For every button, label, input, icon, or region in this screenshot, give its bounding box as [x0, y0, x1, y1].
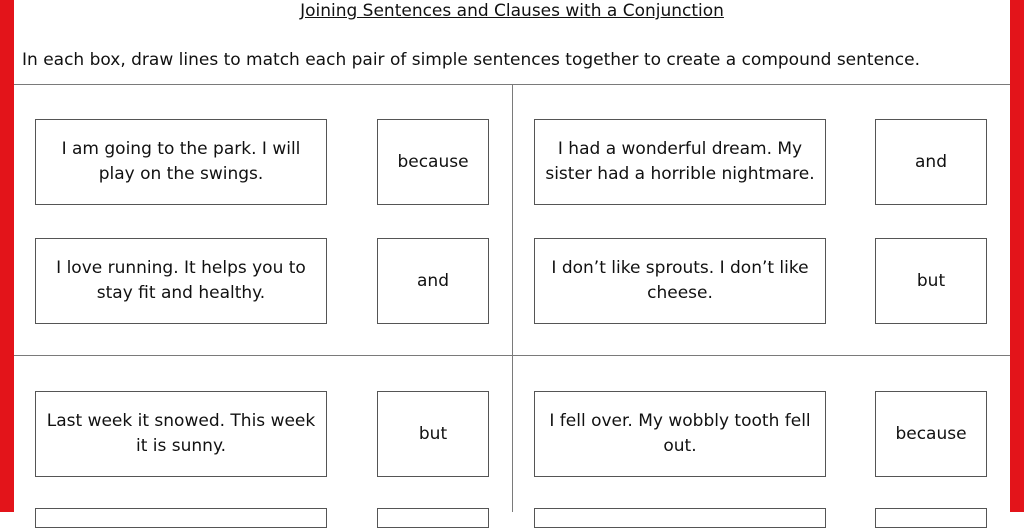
- sentence-box-partial[interactable]: [35, 508, 327, 528]
- sentence-box[interactable]: I love running. It helps you to stay fit and healthy.: [35, 238, 327, 324]
- sentence-box[interactable]: Last week it snowed. This week it is sunny.: [35, 391, 327, 477]
- conjunction-box-partial[interactable]: [875, 508, 987, 528]
- left-red-border: [0, 0, 14, 512]
- sentence-box[interactable]: I fell over. My wobbly tooth fell out.: [534, 391, 826, 477]
- sentence-box-partial[interactable]: [534, 508, 826, 528]
- conjunction-box[interactable]: but: [377, 391, 489, 477]
- conjunction-box[interactable]: because: [377, 119, 489, 205]
- instruction-text: In each box, draw lines to match each pair of simple sentences together to create a compound sentence.: [22, 50, 921, 70]
- sentence-box[interactable]: I don’t like sprouts. I don’t like cheese.: [534, 238, 826, 324]
- conjunction-box[interactable]: and: [875, 119, 987, 205]
- conjunction-box[interactable]: because: [875, 391, 987, 477]
- conjunction-box[interactable]: and: [377, 238, 489, 324]
- center-divider: [512, 85, 513, 512]
- sentence-box[interactable]: I had a wonderful dream. My sister had a horrible nightmare.: [534, 119, 826, 205]
- conjunction-box-partial[interactable]: [377, 508, 489, 528]
- conjunction-box[interactable]: but: [875, 238, 987, 324]
- sentence-box[interactable]: I am going to the park. I will play on the swings.: [35, 119, 327, 205]
- right-red-border: [1010, 0, 1024, 512]
- worksheet-title: Joining Sentences and Clauses with a Conjunction: [300, 1, 724, 21]
